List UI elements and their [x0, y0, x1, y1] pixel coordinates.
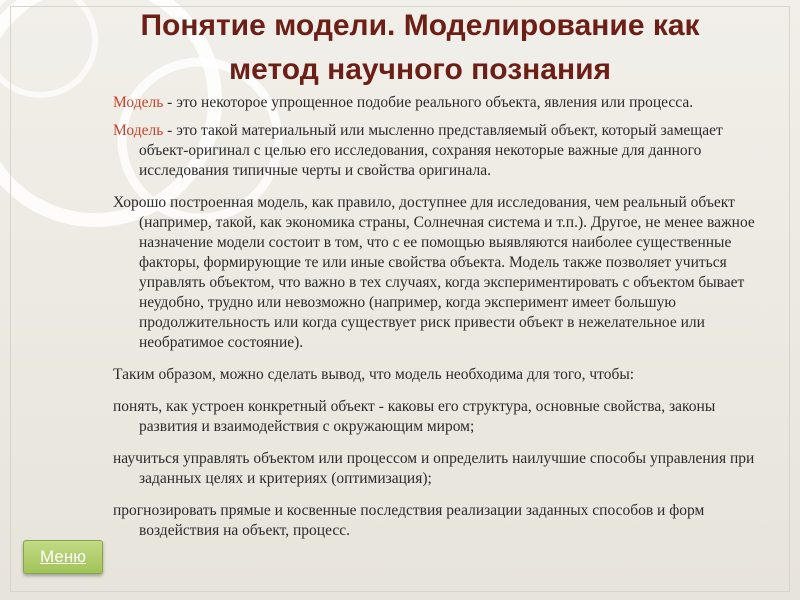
slide-content	[113, 93, 763, 553]
term-model: Модель	[113, 94, 164, 111]
paragraph-text: - это такой материальный или мысленно представляемый объект, который замещает объект-оригинал с целью его исследования, сохраняя некоторые важные для данного исследования типичные черты и свойства оригинала.	[139, 122, 723, 179]
paragraph-definition-1	[113, 93, 763, 113]
paragraph-purpose-control: научиться управлять объектом или процессом и определить наилучшие способы управления при заданных целях и критериях (оптимизация);	[113, 450, 755, 487]
paragraph-model-benefits: Хорошо построенная модель, как правило, доступнее для исследования, чем реальный объект (например, такой, как экономика страны, Солнечная система и т.п.). Другое, не менее важное назначение модели состоит в том, что с ее помощью выявляются наиболее существенные факторы, формирующие те или иные свойства объекта. Модель также позволяет учиться управлять объектом, что важно в тех случаях, когда экспериментировать с объектом бывает неудобно, трудно или невозможно (например, когда эксперимент имеет большую продолжительность или когда существует риск привести объект в нежелательное или необратимое состояние).	[113, 194, 755, 351]
menu-button[interactable]: Меню	[23, 540, 103, 574]
slide-title-line-1: Понятие модели. Моделирование как	[140, 9, 700, 42]
paragraph-text: - это некоторое упрощенное подобие реального объекта, явления или процесса.	[163, 94, 694, 111]
slide-title-line-2: метод научного познания	[228, 53, 612, 86]
paragraph-purpose-forecast: прогнозировать прямые и косвенные последствия реализации заданных способов и форм воздействия на объект, процесс.	[113, 502, 705, 539]
paragraph-purpose-understand: понять, как устроен конкретный объект - каковы его структура, основные свойства, законы развития и взаимодействия с окружающим миром;	[113, 398, 716, 435]
paragraph-definition-2	[113, 121, 763, 181]
term-model: Модель	[113, 122, 164, 139]
paragraph-conclusion: Таким образом, можно сделать вывод, что модель необходима для того, чтобы:	[113, 366, 635, 383]
slide-title	[60, 4, 780, 92]
